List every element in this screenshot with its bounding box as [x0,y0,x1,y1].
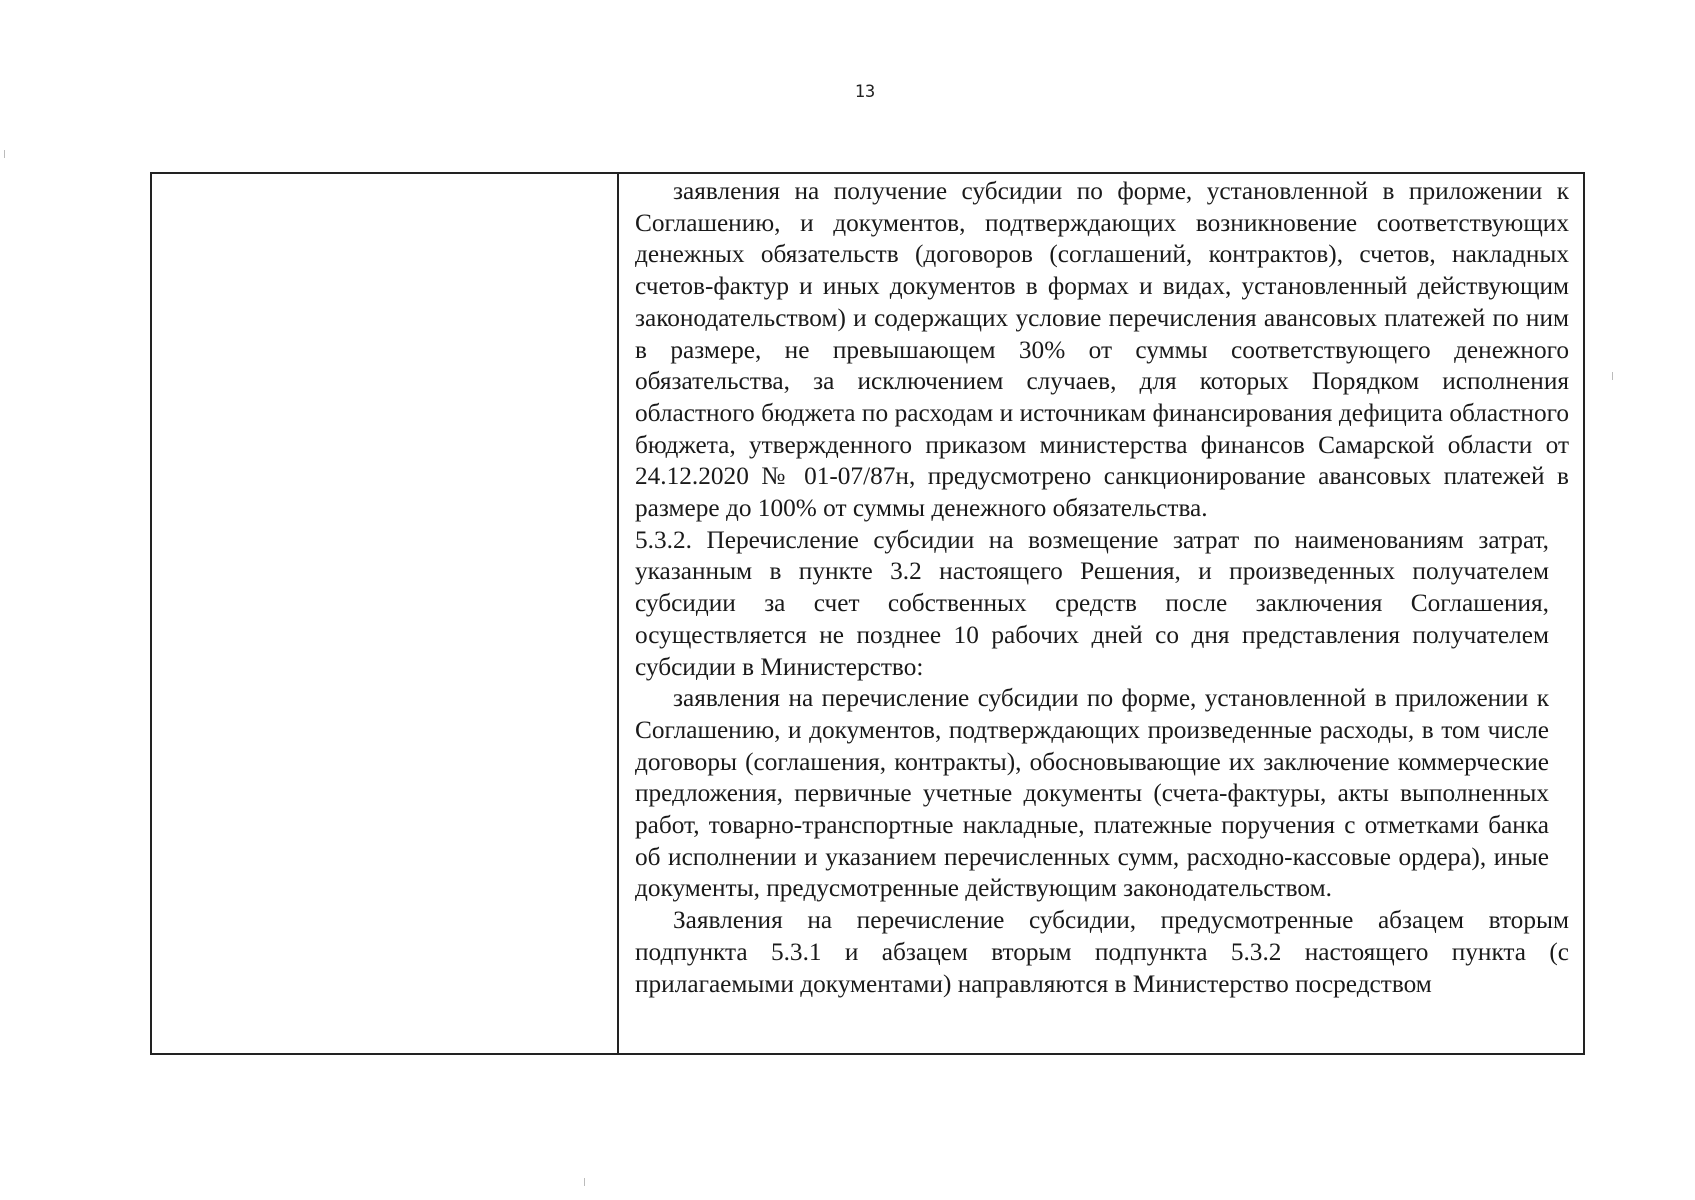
scan-artifact [584,1178,585,1186]
paragraph-5-3-2: 5.3.2. Перечисление субсидии на возмещение затрат по наименованиям затрат, указанным в пункте 3.2 настоящего Решения, и произведенных получателем субсидии за счет собственных средств после заключения Соглашения, осуществляется не позднее 10 рабочих дней со дня представления получателем субсидии в Министерство: [635,525,1549,681]
scan-artifact [4,150,5,158]
document-table [150,172,1585,1055]
table-left-cell [152,174,619,1053]
paragraph-application-advance: заявления на получение субсидии по форме, установленной в приложении к Соглашению, и документов, подтверждающих возникновение соответствующих денежных обязательств (договоров (соглашений, контрактов), счетов, накладных счетов-фактур и иных документов в формах и видах, установленный действующим законодательством) и содержащих условие перечисления авансовых платежей по ним в размере, не превышающем 30% от суммы соответствующего денежного обязательства, за исключением случаев, для которых Порядком исполнения областного бюджета по расходам и источникам финансирования дефицита областного бюджета, утвержденного приказом министерства финансов Самарской области от 24.12.2020 № 01-07/87н, предусмотрено санкционирование авансовых платежей в размере до 100% от суммы денежного обязательства. [635,177,1569,523]
table-right-cell [619,174,1583,1053]
paragraph-application-reimbursement: заявления на перечисление субсидии по форме, установленной в приложении к Соглашению, и документов, подтверждающих произведенные расходы, в том числе договоры (соглашения, контракты), обосновывающие их заключение коммерческие предложения, первичные учетные документы (счета-фактуры, акты выполненных работ, товарно-транспортные накладные, платежные поручения с отметками банка об исполнении и указанием перечисленных сумм, расходно-кассовые ордера), иные документы, предусмотренные действующим законодательством. [635,684,1549,903]
page-number: 13 [854,82,876,102]
scan-artifact [1612,372,1613,380]
paragraph-submission: Заявления на перечисление субсидии, предусмотренные абзацем вторым подпункта 5.3.1 и абзацем вторым подпункта 5.3.2 настоящего пункта (с прилагаемыми документами) направляются в Министерство посредством [635,906,1569,998]
